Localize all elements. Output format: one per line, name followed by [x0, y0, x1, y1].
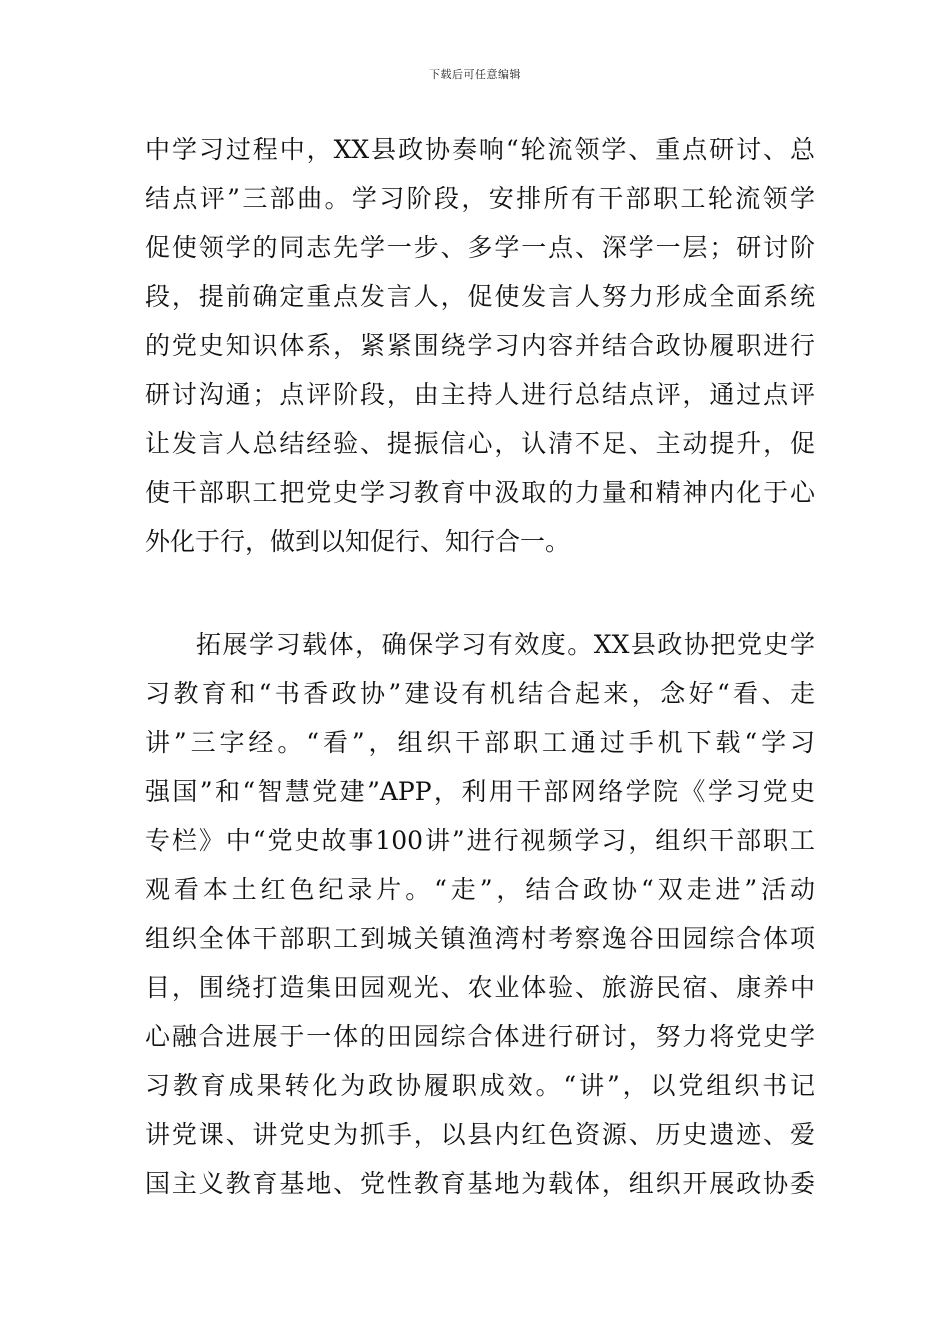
paragraph-1-line-8: 使干部职工把党史学习教育中汲取的力量和精神内化于心: [145, 478, 815, 507]
paragraph-2-line-4: 强国”和“智慧党建”APP，利用干部网络学院《学习党史: [145, 777, 815, 806]
paragraph-1-line-1: 中学习过程中，XX县政协奏响“轮流领学、重点研讨、总: [145, 135, 815, 164]
paragraph-1-line-4: 段，提前确定重点发言人，促使发言人努力形成全面系统: [145, 282, 815, 311]
paragraph-2-line-1: 拓展学习载体，确保学习有效度。XX县政协把党史学: [196, 630, 815, 659]
paragraph-2-line-11: 讲党课、讲党史为抓手，以县内红色资源、历史遗迹、爱: [145, 1120, 815, 1149]
paragraph-1-line-7: 让发言人总结经验、提振信心，认清不足、主动提升，促: [145, 429, 815, 458]
paragraph-1-line-2: 结点评”三部曲。学习阶段，安排所有干部职工轮流领学: [145, 184, 815, 213]
paragraph-2-line-12: 国主义教育基地、党性教育基地为载体，组织开展政协委: [145, 1169, 815, 1198]
paragraph-2-line-5: 专栏》中“党史故事100讲”进行视频学习，组织干部职工: [145, 826, 815, 855]
paragraph-1-line-5: 的党史知识体系，紧紧围绕学习内容并结合政协履职进行: [145, 331, 815, 360]
paragraph-1-line-9: 外化于行，做到以知促行、知行合一。: [145, 527, 571, 556]
header-note: 下载后可任意编辑: [429, 68, 521, 81]
paragraph-2-line-9: 心融合进展于一体的田园综合体进行研讨，努力将党史学: [145, 1022, 815, 1051]
paragraph-1-line-3: 促使领学的同志先学一步、多学一点、深学一层；研讨阶: [145, 233, 815, 262]
paragraph-2-line-3: 讲”三字经。“看”，组织干部职工通过手机下载“学习: [145, 728, 815, 757]
paragraph-2-line-10: 习教育成果转化为政协履职成效。“讲”，以党组织书记: [145, 1071, 815, 1100]
paragraph-1-line-6: 研讨沟通；点评阶段，由主持人进行总结点评，通过点评: [145, 380, 815, 409]
paragraph-2-line-8: 目，围绕打造集田园观光、农业体验、旅游民宿、康养中: [145, 973, 815, 1002]
paragraph-2-line-6: 观看本土红色纪录片。“走”，结合政协“双走进”活动: [145, 875, 815, 904]
paragraph-2-line-2: 习教育和“书香政协”建设有机结合起来，念好“看、走: [145, 679, 815, 708]
paragraph-2-line-7: 组织全体干部职工到城关镇渔湾村考察逸谷田园综合体项: [145, 924, 815, 953]
